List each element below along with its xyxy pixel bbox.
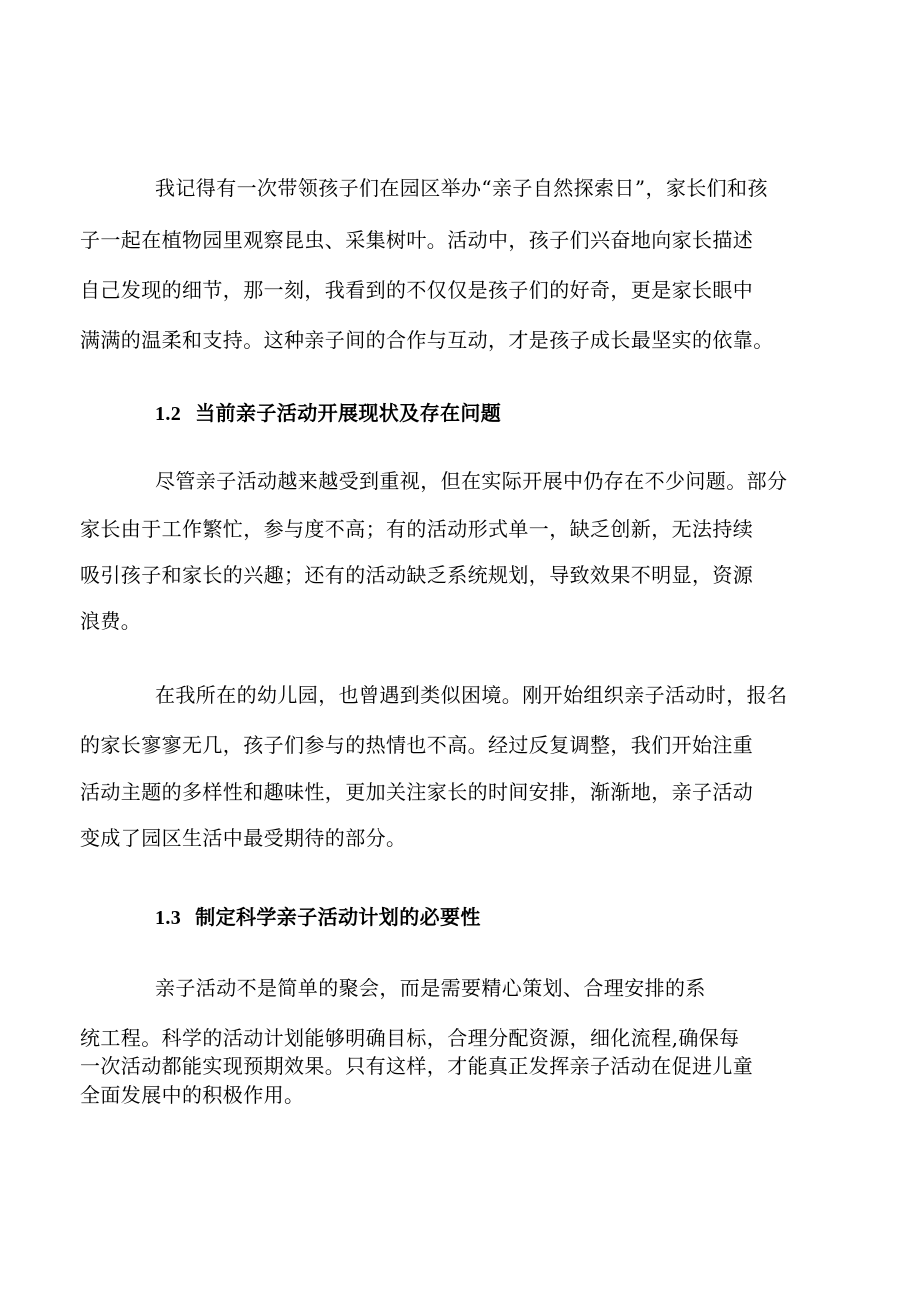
section-title: 制定科学亲子活动计划的必要性 xyxy=(195,905,481,929)
paragraph-1-line-1: 我记得有一次带领孩子们在园区举办“亲子自然探索日”，家长们和孩 xyxy=(155,176,768,200)
paragraph-4-line-3: 一次活动都能实现预期效果。只有这样，才能真正发挥亲子活动在促进儿童 xyxy=(80,1054,754,1078)
paragraph-3-line-1: 在我所在的幼儿园，也曾遇到类似困境。刚开始组织亲子活动时，报名 xyxy=(155,683,788,707)
paragraph-3-line-4: 变成了园区生活中最受期待的部分。 xyxy=(80,826,407,850)
section-title: 当前亲子活动开展现状及存在问题 xyxy=(195,401,502,425)
paragraph-4-line-2: 统工程。科学的活动计划能够明确目标，合理分配资源，细化流程,确保每 xyxy=(80,1026,740,1050)
paragraph-2-line-1: 尽管亲子活动越来越受到重视，但在实际开展中仍存在不少问题。部分 xyxy=(155,469,788,493)
paragraph-2-line-3: 吸引孩子和家长的兴趣；还有的活动缺乏系统规划，导致效果不明显，资源 xyxy=(80,563,754,587)
paragraph-3-line-3: 活动主题的多样性和趣味性，更加关注家长的时间安排，渐渐地，亲子活动 xyxy=(80,780,754,804)
paragraph-2-line-2: 家长由于工作繁忙，参与度不高；有的活动形式单一，缺乏创新，无法持续 xyxy=(80,517,754,541)
paragraph-2-line-4: 浪费。 xyxy=(80,609,142,633)
paragraph-1-line-3: 自己发现的细节，那一刻，我看到的不仅仅是孩子们的好奇，更是家长眼中 xyxy=(80,278,754,302)
paragraph-3-line-2: 的家长寥寥无几，孩子们参与的热情也不高。经过反复调整，我们开始注重 xyxy=(80,733,754,757)
paragraph-1-line-2: 子一起在植物园里观察昆虫、采集树叶。活动中，孩子们兴奋地向家长描述 xyxy=(80,228,754,252)
paragraph-4-line-4: 全面发展中的积极作用。 xyxy=(80,1083,305,1107)
section-heading-1-3 xyxy=(155,905,915,930)
section-number: 1.3 xyxy=(155,907,182,929)
paragraph-1-line-4: 满满的温柔和支持。这种亲子间的合作与互动，才是孩子成长最坚实的依靠。 xyxy=(80,328,774,352)
section-number: 1.2 xyxy=(155,403,182,425)
paragraph-4-line-1: 亲子活动不是简单的聚会，而是需要精心策划、合理安排的系 xyxy=(155,976,706,1000)
section-heading-1-2 xyxy=(155,401,915,426)
